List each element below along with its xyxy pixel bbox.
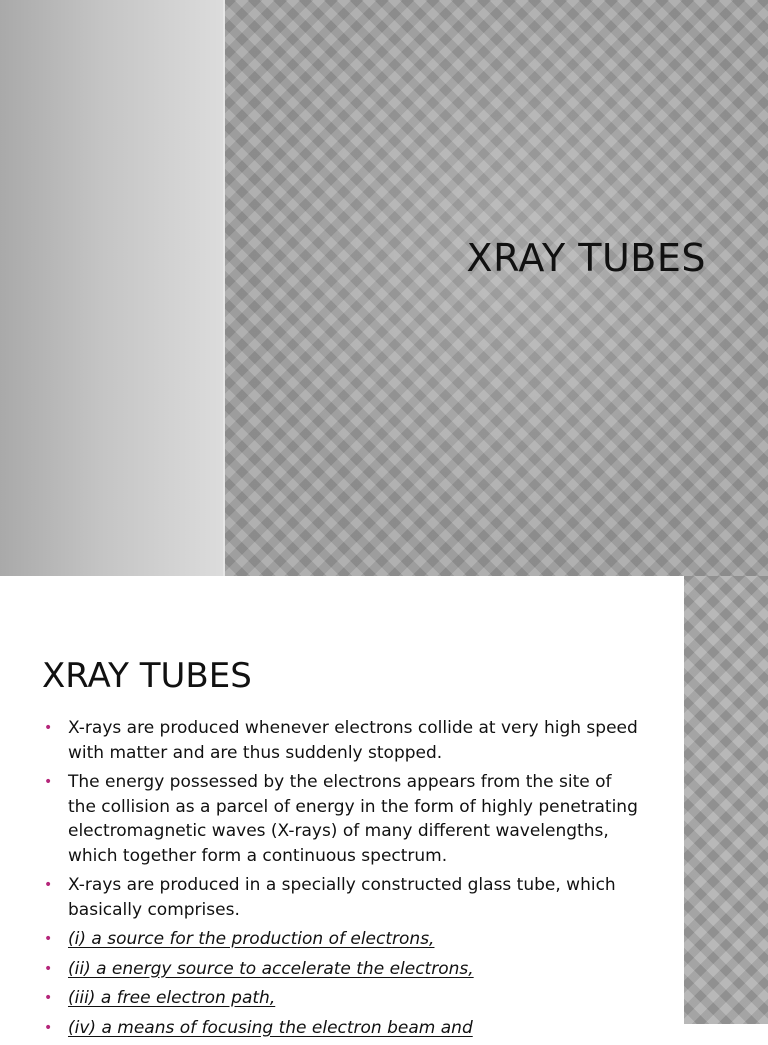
title-slide-heading: XRAY TUBES	[466, 236, 706, 280]
bullet-icon: •	[44, 877, 53, 893]
bullet-item	[42, 957, 642, 982]
bullet-item	[42, 770, 642, 868]
bullet-icon: •	[44, 1019, 53, 1036]
bullet-text: (iv) a means of focusing the electron beam and	[68, 1017, 473, 1038]
bullet-item	[42, 873, 642, 922]
bullet-item	[42, 986, 642, 1011]
bullet-icon: •	[44, 720, 53, 736]
title-slide-right-panel	[225, 0, 768, 576]
content-slide-side-strip	[684, 576, 768, 1024]
bullet-text: X-rays are produced whenever electrons collide at very high speed with matter and are thus suddenly stopped.	[68, 718, 638, 763]
bullet-list	[42, 716, 642, 1045]
bullet-item	[42, 927, 642, 952]
bullet-text: (iii) a free electron path,	[68, 988, 276, 1008]
bullet-item	[42, 1016, 642, 1041]
bullet-icon: •	[44, 774, 53, 790]
bullet-text: (ii) a energy source to accelerate the electrons,	[68, 958, 474, 979]
bullet-text: The energy possessed by the electrons appears from the site of the collision as a parcel of energy in the form of highly penetrating electromagnetic waves (X-rays) of many different wavelengths, which together form a continuous spectrum.	[68, 772, 638, 866]
title-slide-left-panel	[0, 0, 223, 576]
content-slide-heading: XRAY TUBES	[42, 656, 252, 696]
content-slide	[0, 576, 768, 1038]
bullet-icon: •	[44, 990, 53, 1006]
bullet-icon: •	[44, 960, 53, 977]
bullet-text: X-rays are produced in a specially constructed glass tube, which basically comprises.	[68, 875, 616, 920]
bullet-text: (i) a source for the production of electrons,	[68, 929, 435, 949]
bullet-icon: •	[44, 931, 53, 947]
bullet-item	[42, 716, 642, 765]
